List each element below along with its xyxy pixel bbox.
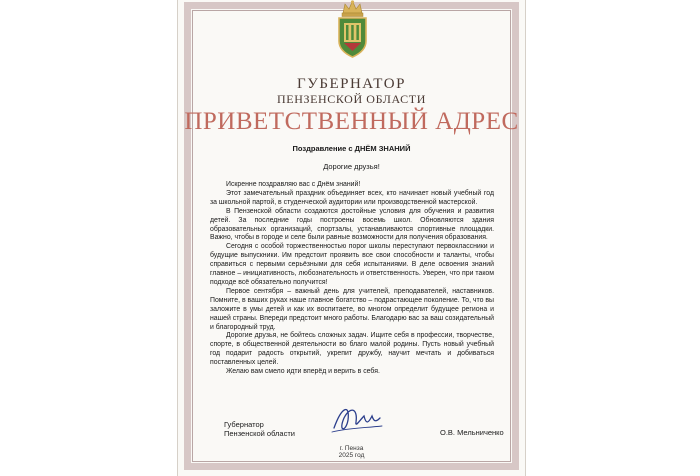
paragraph: Сегодня с особой торжественностью порог школы переступают первоклассники и будущие выпускники. Им предстоит проявить все свои способности и таланты, чтобы справиться с первыми серьёзными для себя испытаниями. В деле освоения знаний главное – инициативность, любознательность и ответственность. Уверен, что при таком подходе всё обязательно получится! (210, 243, 494, 286)
paragraph: Искренне поздравляю вас с Днём знаний! (226, 181, 361, 188)
signer-position-line2: Пензенской области (224, 429, 295, 438)
paragraph: Дорогие друзья, не бойтесь сложных задач. Ищите себя в профессии, творчестве, спорте, в общественной деятельности во благо малой родины. Пусть новый учебный год подарит радость открытий, укрепит дружбу, научит мечтать и добиваться поставленных целей. (210, 332, 494, 367)
year-label: 2025 год (338, 452, 365, 459)
document-page (178, 0, 525, 476)
paragraph: Этот замечательный праздник объединяет всех, кто начинает новый учебный год за школьной партой, в студенческой аудитории или производственной мастерской. (210, 189, 494, 206)
paragraph: Первое сентября – важный день для учителей, преподавателей, наставников. Помните, в ваших руках наше главное богатство – подрастающее поколение. То, что вы заложите в умы детей и как их воспитаете, во многом определит будущее региона и нашей страны. Впереди предстоит много работы. Благодарю вас за ваш созидательный и благородный труд. (210, 287, 494, 331)
coat-of-arms-emblem (335, 0, 370, 60)
paragraph: В Пензенской области создаются достойные условия для обучения и развития детей. За последние годы построены восемь школ. Обновляются здания образовательных организаций, спортзалы, устанавливаются спортивные площадки. Важно, чтобы в городе и селе были равные возможности для получения образования. (210, 207, 494, 242)
signer-position (224, 420, 295, 438)
greeting-line: Дорогие друзья! (323, 162, 380, 171)
signer-position-line1: Губернатор (224, 420, 264, 429)
document-title: ПРИВЕТСТВЕННЫЙ АДРЕС (184, 108, 519, 135)
region-heading: ПЕНЗЕНСКОЙ ОБЛАСТИ (277, 92, 426, 106)
document-subtitle: Поздравление с ДНЁМ ЗНАНИЙ (292, 144, 411, 153)
handwritten-signature (328, 398, 384, 440)
governor-heading: ГУБЕРНАТОР (297, 76, 406, 92)
city-label: г. Пенза (339, 445, 364, 452)
letter-body (210, 181, 494, 377)
place-and-year (178, 445, 525, 459)
paragraph: Желаю вам смело идти вперёд и верить в себя. (226, 368, 380, 376)
signer-name: О.В. Мельниченко (440, 428, 504, 437)
